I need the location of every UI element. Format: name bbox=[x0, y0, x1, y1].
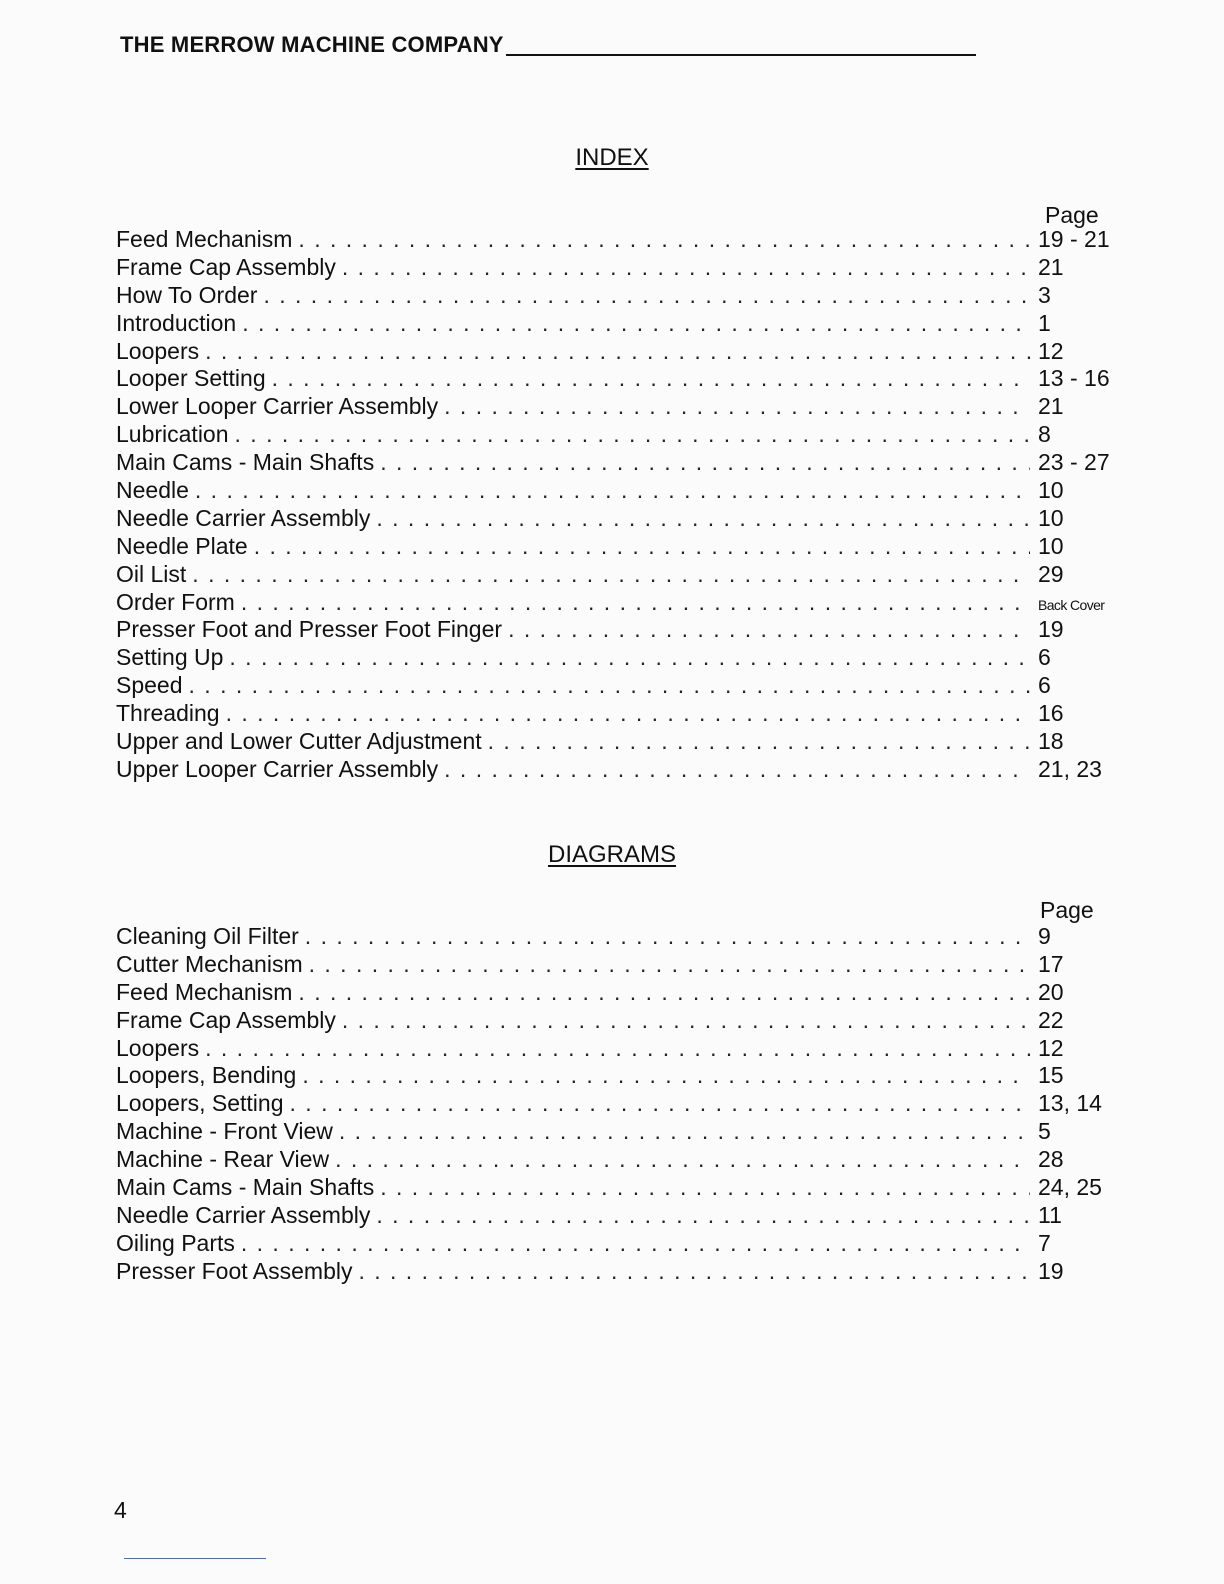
entry-page: 19 - 21 bbox=[1038, 226, 1110, 252]
entry-label: Machine - Rear View bbox=[116, 1146, 330, 1173]
index-entry bbox=[116, 616, 1116, 644]
entry-label: Oiling Parts bbox=[116, 1229, 235, 1256]
entry-label: Machine - Front View bbox=[116, 1118, 333, 1145]
entry-label: Introduction bbox=[116, 309, 237, 336]
index-entry bbox=[116, 393, 1116, 421]
dot-leader bbox=[241, 1230, 1030, 1258]
entry-page: 8 bbox=[1038, 421, 1051, 448]
index-entry bbox=[116, 310, 1116, 338]
entry-page: 28 bbox=[1038, 1146, 1064, 1173]
entry-page: Back Cover bbox=[1038, 596, 1105, 613]
entry-page: 15 bbox=[1038, 1062, 1064, 1089]
index-entry bbox=[116, 672, 1116, 700]
diagram-entry bbox=[116, 1202, 1116, 1230]
entry-label: Upper Looper Carrier Assembly bbox=[116, 755, 439, 782]
entry-label: Lower Looper Carrier Assembly bbox=[116, 393, 439, 420]
diagram-entry bbox=[116, 1174, 1116, 1202]
entry-page: 29 bbox=[1038, 560, 1064, 587]
dot-leader bbox=[376, 505, 1030, 533]
diagram-entry bbox=[116, 951, 1116, 979]
entry-page: 12 bbox=[1038, 1034, 1064, 1061]
index-entry bbox=[116, 477, 1116, 505]
index-entry bbox=[116, 533, 1116, 561]
diagram-entry bbox=[116, 1062, 1116, 1090]
entry-label: Frame Cap Assembly bbox=[116, 1006, 336, 1033]
index-entry bbox=[116, 365, 1116, 393]
index-entry bbox=[116, 700, 1116, 728]
entry-label: Lubrication bbox=[116, 421, 229, 448]
dot-leader bbox=[189, 672, 1030, 700]
entry-label: Frame Cap Assembly bbox=[116, 253, 336, 280]
entry-page: 20 bbox=[1038, 978, 1064, 1005]
entry-page: 12 bbox=[1038, 337, 1064, 364]
dot-leader bbox=[229, 644, 1030, 672]
entry-page: 5 bbox=[1038, 1118, 1051, 1145]
company-header bbox=[120, 32, 976, 58]
index-list bbox=[116, 226, 1116, 784]
index-entry bbox=[116, 449, 1116, 477]
dot-leader bbox=[339, 1118, 1030, 1146]
entry-label: Needle Plate bbox=[116, 532, 248, 559]
index-entry bbox=[116, 589, 1116, 617]
diagram-entry bbox=[116, 1230, 1116, 1258]
index-page-column-label: Page bbox=[1045, 202, 1099, 228]
dot-leader bbox=[380, 1174, 1030, 1202]
entry-label: Setting Up bbox=[116, 644, 224, 671]
diagram-entry bbox=[116, 1090, 1116, 1118]
dot-leader bbox=[272, 365, 1030, 393]
entry-label: Needle bbox=[116, 477, 189, 504]
diagrams-title: DIAGRAMS bbox=[547, 841, 676, 868]
entry-page: 22 bbox=[1038, 1006, 1064, 1033]
header-rule bbox=[506, 54, 976, 56]
dot-leader bbox=[444, 756, 1030, 784]
index-entry bbox=[116, 421, 1116, 449]
footer-rule bbox=[124, 1558, 266, 1559]
entry-page: 6 bbox=[1038, 672, 1051, 699]
index-entry bbox=[116, 254, 1116, 282]
diagram-entry bbox=[116, 1146, 1116, 1174]
index-entry bbox=[116, 505, 1116, 533]
entry-label: Loopers, Setting bbox=[116, 1090, 284, 1117]
entry-label: Main Cams - Main Shafts bbox=[116, 449, 375, 476]
dot-leader bbox=[302, 1062, 1030, 1090]
dot-leader bbox=[226, 700, 1030, 728]
dot-leader bbox=[380, 449, 1030, 477]
index-entry bbox=[116, 561, 1116, 589]
entry-label: Loopers, Bending bbox=[116, 1062, 297, 1089]
entry-page: 21 bbox=[1038, 393, 1064, 420]
dot-leader bbox=[488, 728, 1030, 756]
diagram-entry bbox=[116, 979, 1116, 1007]
entry-label: Cleaning Oil Filter bbox=[116, 923, 299, 949]
entry-page: 13, 14 bbox=[1038, 1090, 1102, 1117]
dot-leader bbox=[242, 310, 1030, 338]
entry-label: Looper Setting bbox=[116, 365, 266, 392]
index-entry bbox=[116, 338, 1116, 366]
index-entry bbox=[116, 756, 1116, 784]
entry-label: Oil List bbox=[116, 560, 187, 587]
entry-page: 21 bbox=[1038, 253, 1064, 280]
dot-leader bbox=[235, 421, 1030, 449]
entry-label: Feed Mechanism bbox=[116, 226, 293, 252]
index-entry bbox=[116, 644, 1116, 672]
company-name: THE MERROW MACHINE COMPANY bbox=[120, 32, 504, 57]
dot-leader bbox=[309, 951, 1030, 979]
dot-leader bbox=[298, 979, 1030, 1007]
dot-leader bbox=[358, 1258, 1030, 1286]
entry-page: 13 - 16 bbox=[1038, 365, 1110, 392]
page-number: 4 bbox=[114, 1497, 127, 1523]
dot-leader bbox=[342, 254, 1030, 282]
entry-page: 1 bbox=[1038, 309, 1051, 336]
diagram-entry bbox=[116, 1035, 1116, 1063]
entry-label: Presser Foot and Presser Foot Finger bbox=[116, 616, 503, 643]
entry-label: Speed bbox=[116, 672, 183, 699]
dot-leader bbox=[508, 616, 1030, 644]
index-entry bbox=[116, 282, 1116, 310]
entry-label: Presser Foot Assembly bbox=[116, 1257, 353, 1284]
dot-leader bbox=[254, 533, 1030, 561]
dot-leader bbox=[205, 1035, 1030, 1063]
dot-leader bbox=[205, 338, 1030, 366]
entry-label: Needle Carrier Assembly bbox=[116, 1201, 371, 1228]
entry-label: Loopers bbox=[116, 337, 200, 364]
diagram-entry bbox=[116, 923, 1116, 951]
entry-page: 21, 23 bbox=[1038, 755, 1102, 782]
index-entry bbox=[116, 728, 1116, 756]
dot-leader bbox=[195, 477, 1030, 505]
dot-leader bbox=[376, 1202, 1030, 1230]
diagram-entry bbox=[116, 1258, 1116, 1286]
entry-page: 9 bbox=[1038, 923, 1051, 949]
entry-label: Upper and Lower Cutter Adjustment bbox=[116, 728, 482, 755]
entry-label: Order Form bbox=[116, 588, 235, 615]
diagrams-list bbox=[116, 923, 1116, 1286]
entry-page: 6 bbox=[1038, 644, 1051, 671]
entry-page: 23 - 27 bbox=[1038, 449, 1110, 476]
entry-page: 3 bbox=[1038, 281, 1051, 308]
entry-label: Main Cams - Main Shafts bbox=[116, 1174, 375, 1201]
dot-leader bbox=[298, 226, 1030, 254]
dot-leader bbox=[263, 282, 1030, 310]
entry-page: 7 bbox=[1038, 1229, 1051, 1256]
entry-page: 19 bbox=[1038, 616, 1064, 643]
diagrams-page-column-label: Page bbox=[1040, 897, 1094, 923]
entry-page: 10 bbox=[1038, 477, 1064, 504]
entry-page: 16 bbox=[1038, 700, 1064, 727]
entry-label: Feed Mechanism bbox=[116, 978, 293, 1005]
entry-page: 19 bbox=[1038, 1257, 1064, 1284]
entry-page: 10 bbox=[1038, 504, 1064, 531]
dot-leader bbox=[335, 1146, 1030, 1174]
dot-leader bbox=[342, 1007, 1030, 1035]
entry-page: 17 bbox=[1038, 950, 1064, 977]
entry-label: Cutter Mechanism bbox=[116, 950, 303, 977]
entry-label: Needle Carrier Assembly bbox=[116, 504, 371, 531]
dot-leader bbox=[290, 1090, 1030, 1118]
diagram-entry bbox=[116, 1118, 1116, 1146]
entry-page: 18 bbox=[1038, 728, 1064, 755]
dot-leader bbox=[444, 393, 1030, 421]
dot-leader bbox=[241, 589, 1030, 617]
index-entry bbox=[116, 226, 1116, 254]
entry-page: 10 bbox=[1038, 532, 1064, 559]
entry-label: How To Order bbox=[116, 281, 258, 308]
index-title: INDEX bbox=[575, 144, 649, 171]
diagram-entry bbox=[116, 1007, 1116, 1035]
entry-page: 24, 25 bbox=[1038, 1174, 1102, 1201]
entry-label: Threading bbox=[116, 700, 220, 727]
dot-leader bbox=[305, 923, 1030, 951]
entry-page: 11 bbox=[1038, 1201, 1062, 1228]
dot-leader bbox=[192, 561, 1030, 589]
entry-label: Loopers bbox=[116, 1034, 200, 1061]
